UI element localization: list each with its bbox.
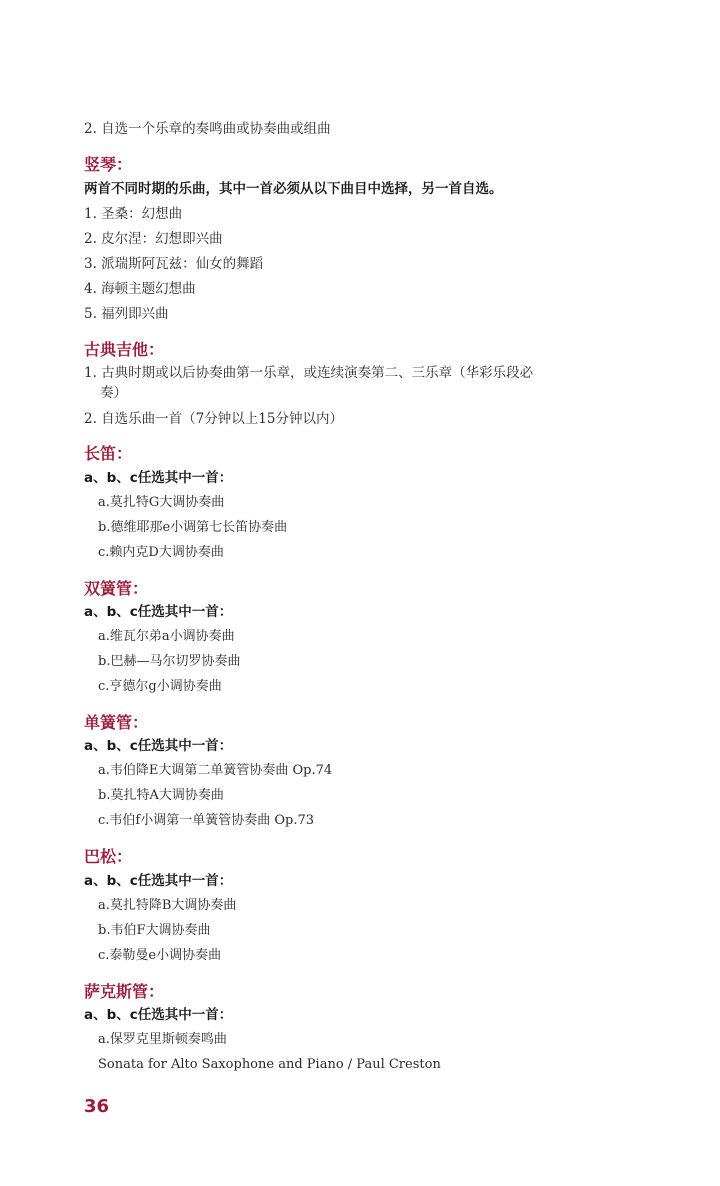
saxophone-heading: 萨克斯管： xyxy=(84,982,165,1001)
bassoon-option: b.韦伯F大调协奏曲 xyxy=(98,923,211,938)
flute-option: c.赖内克D大调协奏曲 xyxy=(98,545,224,560)
guitar-heading: 古典吉他： xyxy=(84,340,165,359)
bassoon-instruction: a、b、c任选其中一首： xyxy=(84,873,233,889)
page-number: 36 xyxy=(84,1096,110,1117)
clarinet-heading: 单簧管： xyxy=(84,713,149,732)
clarinet-option: c.韦伯f小调第一单簧管协奏曲 Op.73 xyxy=(98,813,315,828)
flute-instruction: a、b、c任选其中一首： xyxy=(84,470,233,486)
saxophone-option: a.保罗克里斯顿奏鸣曲 xyxy=(98,1032,227,1047)
bassoon-option: c.泰勒曼e小调协奏曲 xyxy=(98,948,222,963)
saxophone-instruction: a、b、c任选其中一首： xyxy=(84,1007,233,1023)
oboe-instruction: a、b、c任选其中一首： xyxy=(84,604,233,620)
harp-item: 3. 派瑞斯阿瓦兹：仙女的舞蹈 xyxy=(84,256,264,272)
flute-option: a.莫扎特G大调协奏曲 xyxy=(98,495,225,510)
oboe-option: c.亨德尔g小调协奏曲 xyxy=(98,679,222,694)
oboe-option: a.维瓦尔弟a小调协奏曲 xyxy=(98,629,235,644)
guitar-item-1-continued: 奏） xyxy=(100,385,127,401)
harp-requirement: 两首不同时期的乐曲，其中一首必须从以下曲目中选择，另一首自选。 xyxy=(84,181,503,197)
saxophone-option-english-title: Sonata for Alto Saxophone and Piano / Paul Creston xyxy=(98,1057,441,1072)
bassoon-heading: 巴松： xyxy=(84,847,133,866)
harp-item: 1. 圣桑：幻想曲 xyxy=(84,206,183,222)
oboe-heading: 双簧管： xyxy=(84,579,149,598)
guitar-item-1: 1. 古典时期或以后协奏曲第一乐章，或连续演奏第二、三乐章（华彩乐段必 xyxy=(84,365,534,381)
harp-item: 2. 皮尔涅：幻想即兴曲 xyxy=(84,231,223,247)
harp-item: 5. 福列即兴曲 xyxy=(84,306,169,322)
flute-heading: 长笛： xyxy=(84,444,133,463)
harp-heading: 竖琴： xyxy=(84,155,133,174)
clarinet-instruction: a、b、c任选其中一首： xyxy=(84,738,233,754)
oboe-option: b.巴赫—马尔切罗协奏曲 xyxy=(98,654,241,669)
clarinet-option: b.莫扎特A大调协奏曲 xyxy=(98,788,224,803)
guitar-item-2: 2. 自选乐曲一首（7分钟以上15分钟以内） xyxy=(84,411,343,427)
intro-item: 2. 自选一个乐章的奏鸣曲或协奏曲或组曲 xyxy=(84,121,331,137)
flute-option: b.德维耶那e小调第七长笛协奏曲 xyxy=(98,520,288,535)
harp-item: 4. 海顿主题幻想曲 xyxy=(84,281,196,297)
clarinet-option: a.韦伯降E大调第二单簧管协奏曲 Op.74 xyxy=(98,763,333,778)
bassoon-option: a.莫扎特降B大调协奏曲 xyxy=(98,898,237,913)
